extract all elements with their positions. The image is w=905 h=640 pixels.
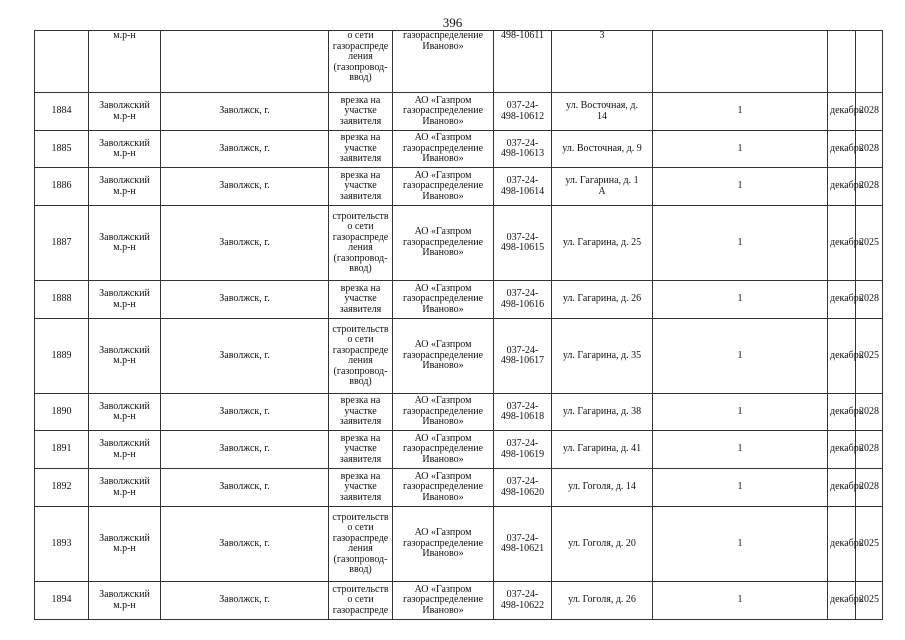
table-row xyxy=(35,394,883,431)
table-row xyxy=(35,168,883,206)
district-cell: Заволжский м.р-н xyxy=(89,394,161,431)
city-cell: Заволжск, г. xyxy=(161,281,329,319)
month-cell: декабрь xyxy=(828,319,856,394)
month-cell: декабрь xyxy=(828,206,856,281)
quantity-cell: 1 xyxy=(653,469,828,507)
address-cell: ул. Гагарина, д. 26 xyxy=(552,281,653,319)
district-cell: Заволжский м.р-н xyxy=(89,582,161,620)
month-cell: декабрь xyxy=(828,431,856,469)
work-type-cell: врезка на участке заявителя xyxy=(329,281,393,319)
quantity-cell: 1 xyxy=(653,582,828,620)
organization-cell: АО «Газпром газораспределение Иваново» xyxy=(393,431,494,469)
table-row xyxy=(35,206,883,281)
request-id-cell: 037-24- 498-10620 xyxy=(494,469,552,507)
quantity-cell: 1 xyxy=(653,281,828,319)
row-number-cell: 1891 xyxy=(35,431,89,469)
table-row xyxy=(35,93,883,131)
request-id-cell: 037-24- 498-10612 xyxy=(494,93,552,131)
city-cell: Заволжск, г. xyxy=(161,394,329,431)
request-id-cell: 037-24- 498-10621 xyxy=(494,507,552,582)
work-type-cell: врезка на участке заявителя xyxy=(329,394,393,431)
year-cell: 2025 xyxy=(856,582,883,620)
request-id-cell: 498-10611 xyxy=(494,31,552,93)
table-row xyxy=(35,469,883,507)
request-id-cell: 037-24- 498-10615 xyxy=(494,206,552,281)
organization-cell: АО «Газпром газораспределение Иваново» xyxy=(393,131,494,168)
district-cell: Заволжский м.р-н xyxy=(89,168,161,206)
address-cell: ул. Гоголя, д. 14 xyxy=(552,469,653,507)
district-cell: м.р-н xyxy=(89,31,161,93)
year-cell: 2028 xyxy=(856,93,883,131)
table-row xyxy=(35,31,883,93)
address-cell: ул. Гагарина, д. 41 xyxy=(552,431,653,469)
address-cell: ул. Гагарина, д. 1 А xyxy=(552,168,653,206)
district-cell: Заволжский м.р-н xyxy=(89,507,161,582)
district-cell: Заволжский м.р-н xyxy=(89,281,161,319)
month-cell: декабрь xyxy=(828,394,856,431)
month-cell: декабрь xyxy=(828,93,856,131)
work-type-cell: врезка на участке заявителя xyxy=(329,168,393,206)
quantity-cell: 1 xyxy=(653,206,828,281)
month-cell xyxy=(828,31,856,93)
quantity-cell: 1 xyxy=(653,319,828,394)
organization-cell: АО «Газпром газораспределение Иваново» xyxy=(393,168,494,206)
month-cell: декабрь xyxy=(828,582,856,620)
year-cell: 2028 xyxy=(856,469,883,507)
month-cell: декабрь xyxy=(828,507,856,582)
page-number: 396 xyxy=(442,15,463,30)
request-id-cell: 037-24- 498-10618 xyxy=(494,394,552,431)
year-cell: 2028 xyxy=(856,394,883,431)
organization-cell: АО «Газпром газораспределение Иваново» xyxy=(393,93,494,131)
organization-cell: АО «Газпром газораспределение Иваново» xyxy=(393,281,494,319)
work-type-cell: строительств о сети газораспреде ления (газопровод- ввод) xyxy=(329,507,393,582)
work-type-cell: строительств о сети газораспреде ления (газопровод- ввод) xyxy=(329,206,393,281)
year-cell: 2028 xyxy=(856,168,883,206)
organization-cell: АО «Газпром газораспределение Иваново» xyxy=(393,582,494,620)
work-type-cell: строительств о сети газораспреде xyxy=(329,582,393,620)
month-cell: декабрь xyxy=(828,168,856,206)
row-number-cell: 1893 xyxy=(35,507,89,582)
organization-cell: АО «Газпром газораспределение Иваново» xyxy=(393,507,494,582)
city-cell: Заволжск, г. xyxy=(161,319,329,394)
city-cell: Заволжск, г. xyxy=(161,469,329,507)
district-cell: Заволжский м.р-н xyxy=(89,319,161,394)
address-cell: ул. Гагарина, д. 35 xyxy=(552,319,653,394)
table-row xyxy=(35,281,883,319)
request-id-cell: 037-24- 498-10617 xyxy=(494,319,552,394)
quantity-cell: 1 xyxy=(653,507,828,582)
row-number-cell: 1890 xyxy=(35,394,89,431)
year-cell: 2025 xyxy=(856,206,883,281)
address-cell: ул. Гоголя, д. 20 xyxy=(552,507,653,582)
address-cell: 3 xyxy=(552,31,653,93)
organization-cell: АО «Газпром газораспределение Иваново» xyxy=(393,394,494,431)
district-cell: Заволжский м.р-н xyxy=(89,93,161,131)
month-cell: декабрь xyxy=(828,131,856,168)
year-cell: 2025 xyxy=(856,507,883,582)
request-id-cell: 037-24- 498-10616 xyxy=(494,281,552,319)
quantity-cell xyxy=(653,31,828,93)
quantity-cell: 1 xyxy=(653,93,828,131)
address-cell: ул. Гагарина, д. 38 xyxy=(552,394,653,431)
city-cell: Заволжск, г. xyxy=(161,168,329,206)
address-cell: ул. Восточная, д. 14 xyxy=(552,93,653,131)
row-number-cell: 1888 xyxy=(35,281,89,319)
year-cell: 2028 xyxy=(856,431,883,469)
city-cell: Заволжск, г. xyxy=(161,507,329,582)
quantity-cell: 1 xyxy=(653,168,828,206)
month-cell: декабрь xyxy=(828,469,856,507)
year-cell: 2028 xyxy=(856,281,883,319)
city-cell: Заволжск, г. xyxy=(161,93,329,131)
quantity-cell: 1 xyxy=(653,431,828,469)
district-cell: Заволжский м.р-н xyxy=(89,131,161,168)
work-type-cell: врезка на участке заявителя xyxy=(329,431,393,469)
organization-cell: АО «Газпром газораспределение Иваново» xyxy=(393,319,494,394)
city-cell xyxy=(161,31,329,93)
work-type-cell: строительств о сети газораспреде ления (газопровод- ввод) xyxy=(329,319,393,394)
address-cell: ул. Гагарина, д. 25 xyxy=(552,206,653,281)
table-row xyxy=(35,319,883,394)
city-cell: Заволжск, г. xyxy=(161,131,329,168)
work-type-cell: о сети газораспреде ления (газопровод- ввод) xyxy=(329,31,393,93)
request-id-cell: 037-24- 498-10614 xyxy=(494,168,552,206)
row-number-cell: 1892 xyxy=(35,469,89,507)
year-cell: 2025 xyxy=(856,319,883,394)
year-cell: 2028 xyxy=(856,131,883,168)
row-number-cell: 1884 xyxy=(35,93,89,131)
district-cell: Заволжский м.р-н xyxy=(89,206,161,281)
request-id-cell: 037-24- 498-10622 xyxy=(494,582,552,620)
month-cell: декабрь xyxy=(828,281,856,319)
city-cell: Заволжск, г. xyxy=(161,206,329,281)
row-number-cell: 1886 xyxy=(35,168,89,206)
request-id-cell: 037-24- 498-10619 xyxy=(494,431,552,469)
organization-cell: газораспределение Иваново» xyxy=(393,31,494,93)
address-cell: ул. Восточная, д. 9 xyxy=(552,131,653,168)
row-number-cell: 1894 xyxy=(35,582,89,620)
row-number-cell: 1885 xyxy=(35,131,89,168)
table-row xyxy=(35,431,883,469)
row-number-cell: 1889 xyxy=(35,319,89,394)
row-number-cell: 1887 xyxy=(35,206,89,281)
row-number-cell xyxy=(35,31,89,93)
quantity-cell: 1 xyxy=(653,131,828,168)
address-cell: ул. Гоголя, д. 26 xyxy=(552,582,653,620)
table-row xyxy=(35,131,883,168)
work-type-cell: врезка на участке заявителя xyxy=(329,93,393,131)
quantity-cell: 1 xyxy=(653,394,828,431)
table-row xyxy=(35,582,883,620)
city-cell: Заволжск, г. xyxy=(161,431,329,469)
request-id-cell: 037-24- 498-10613 xyxy=(494,131,552,168)
year-cell xyxy=(856,31,883,93)
city-cell: Заволжск, г. xyxy=(161,582,329,620)
district-cell: Заволжский м.р-н xyxy=(89,431,161,469)
work-type-cell: врезка на участке заявителя xyxy=(329,131,393,168)
organization-cell: АО «Газпром газораспределение Иваново» xyxy=(393,469,494,507)
district-cell: Заволжский м.р-н xyxy=(89,469,161,507)
organization-cell: АО «Газпром газораспределение Иваново» xyxy=(393,206,494,281)
gas-connection-table xyxy=(34,30,883,620)
work-type-cell: врезка на участке заявителя xyxy=(329,469,393,507)
table-row xyxy=(35,507,883,582)
